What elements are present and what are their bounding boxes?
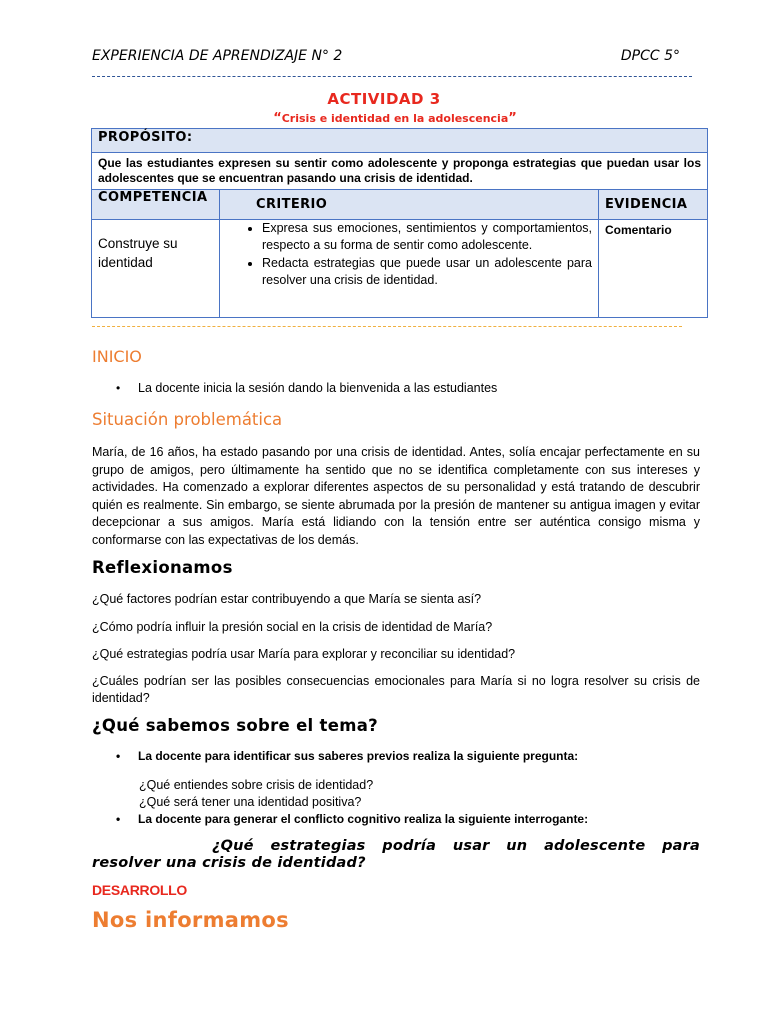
activity-subtitle <box>0 111 768 126</box>
inicio-bullet <box>116 381 696 399</box>
previous-knowledge-question: ¿Qué será tener una identidad positiva? <box>139 795 362 809</box>
criterio-item: • Redacta estrategias que puede usar un adolescente para resolver una crisis de identidad. <box>262 255 592 289</box>
header-divider <box>92 76 692 77</box>
desarrollo-label: DESARROLLO <box>92 882 188 898</box>
nos-informamos-heading: Nos informamos <box>92 908 289 932</box>
situacion-heading: Situación problemática <box>92 410 283 429</box>
inicio-heading: INICIO <box>92 347 142 366</box>
quote-open: “ <box>273 111 282 126</box>
reflexionamos-heading: Reflexionamos <box>92 558 233 577</box>
document-header <box>92 48 680 68</box>
criterios-list <box>226 220 592 289</box>
sabemos-bullet-2 <box>116 812 696 830</box>
criterio-item: • Expresa sus emociones, sentimientos y comportamientos, respecto a su forma de sentir como adolescente. <box>262 220 592 254</box>
evidencia-header: EVIDENCIA <box>599 190 708 220</box>
proposito-label: PROPÓSITO: <box>98 130 193 145</box>
reflexion-question: ¿Qué factores podrían estar contribuyendo a que María se sienta así? <box>92 592 482 606</box>
situacion-text: María, de 16 años, ha estado pasando por una crisis de identidad. Antes, solía encajar perfectamente en su grupo de amigos, pero últimamente ha sentido que no se identifica completamente con sus intereses y actividades. Ha comenzado a explorar diferentes aspectos de su personalidad y está tratando de descubrir quién es realmente. Sin embargo, se siente abrumada por la presión de mantener su antigua imagen y evitar decepcionar a sus amigos. María está lidiando con la tensión entre ser auténtica consigo misma y conformarse con las expectativas de los demás. <box>92 445 700 547</box>
evidencia-value: Comentario <box>599 220 708 318</box>
bullet-dot: • <box>116 812 121 826</box>
proposito-header <box>92 129 708 153</box>
competencia-header: COMPETENCIA <box>92 190 220 220</box>
bullet-dot: • <box>116 749 121 763</box>
sabemos-bullet-1-text: La docente para identificar sus saberes previos realiza la siguiente pregunta: <box>138 749 579 763</box>
reflexion-question: ¿Qué estrategias podría usar María para explorar y reconciliar su identidad? <box>92 647 516 661</box>
activity-subtitle-text: Crisis e identidad en la adolescencia <box>281 112 509 125</box>
criterio-header: CRITERIO <box>220 190 599 220</box>
session-plan-table <box>91 128 708 318</box>
activity-title: ACTIVIDAD 3 <box>327 90 441 108</box>
competencia-value: Construye su identidad <box>92 220 220 318</box>
proposito-text: Que las estudiantes expresen su sentir como adolescente y proponga estrategias que puedan usar los adolescentes que se encuentran pasando una crisis de identidad. <box>92 153 708 190</box>
cognitive-conflict-question: ¿Qué estrategias podría usar un adolescente para resolver una crisis de identidad? <box>92 838 700 871</box>
previous-knowledge-question: ¿Qué entiendes sobre crisis de identidad? <box>139 778 374 792</box>
sabemos-heading: ¿Qué sabemos sobre el tema? <box>92 716 379 735</box>
section-divider <box>92 326 682 327</box>
reflexion-question: ¿Cuáles podrían ser las posibles consecuencias emocionales para María si no logra resolver su crisis de identidad? <box>92 674 700 705</box>
header-course: DPCC 5° <box>620 48 680 64</box>
quote-close: ” <box>508 111 517 126</box>
sabemos-bullet-1 <box>116 749 696 767</box>
criterios-list-cell <box>220 220 599 318</box>
reflexion-question: ¿Cómo podría influir la presión social en la crisis de identidad de María? <box>92 620 493 634</box>
bullet-dot: • <box>116 381 121 395</box>
inicio-bullet-text: La docente inicia la sesión dando la bienvenida a las estudiantes <box>138 381 498 395</box>
header-experience-title: EXPERIENCIA DE APRENDIZAJE N° 2 <box>92 48 343 64</box>
sabemos-bullet-2-text: La docente para generar el conflicto cognitivo realiza la siguiente interrogante: <box>138 812 589 826</box>
